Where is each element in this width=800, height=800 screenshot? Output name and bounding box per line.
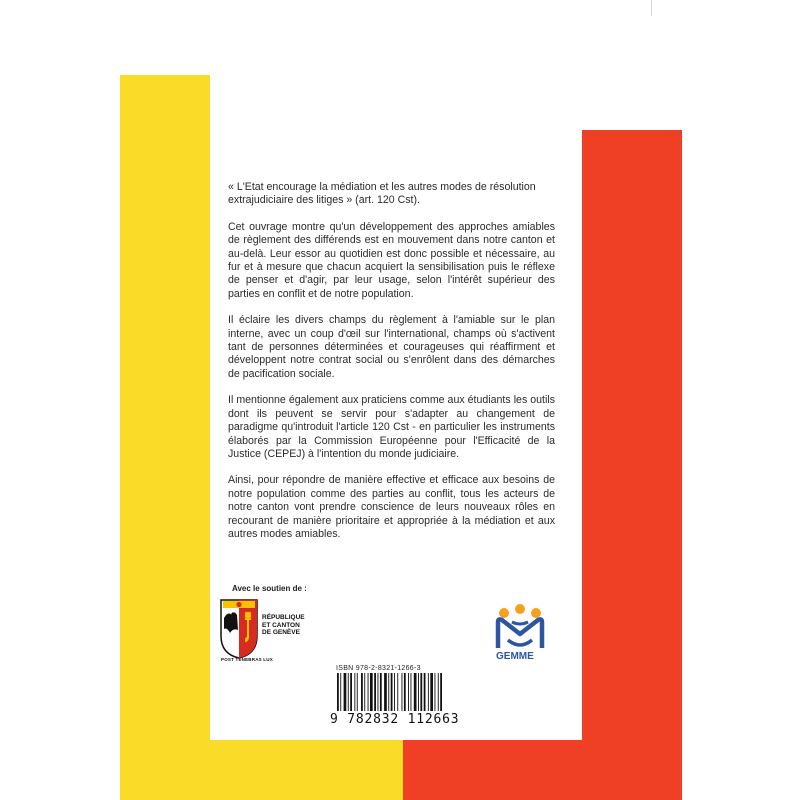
support-label: Avec le soutien de : [232, 584, 307, 593]
barcode-bar [394, 673, 395, 711]
barcode-bar [391, 673, 393, 711]
barcode-bar [337, 673, 339, 711]
barcode-bar [380, 673, 382, 711]
red-color-band [582, 130, 682, 800]
gemme-logo-icon [490, 604, 550, 654]
page-edge-line [651, 0, 652, 16]
barcode-bar [354, 673, 355, 711]
barcode-bar [428, 673, 429, 711]
barcode-bar [361, 673, 363, 711]
geneve-motto: POST TENEBRAS LUX [221, 657, 273, 662]
red-bottom-band [403, 740, 682, 800]
barcode-bar [404, 673, 406, 711]
barcode-bar [440, 673, 442, 711]
barcode-bar [430, 673, 433, 711]
quote-paragraph: « L'Etat encourage la médiation et les autres modes de résolution extrajudiciaire des litiges » (art. 120 Cst). [228, 181, 536, 207]
body-paragraph-2: Il éclaire les divers champs du règlement à l'amiable sur le plan interne, avec un coup d'œil sur l'international, champs où s'activent tant de personnes déterminées et courageuses qui réaffirment et développent notre contrat social ou s'enrôlent dans des démarches de pacification sociale. [228, 314, 555, 380]
barcode-bar [420, 673, 422, 711]
body-paragraph-1: Cet ouvrage montre qu'un développement des approches amiables de règlement des différends est en mouvement dans notre canton et au-delà. Leur essor au quotidien est donc possible et nécessaire, au fur et à mesure que chacun acquiert la sensibilisation puis le réflexe de penser et d'agir, par leur usage, selon l'intérêt supérieur des parties en conflit et de notre population. [228, 220, 555, 300]
barcode-bar [388, 673, 389, 711]
barcode-bar [438, 673, 439, 711]
barcode-bar [344, 673, 347, 711]
isbn-label: ISBN 978-2-8321-1266-3 [336, 665, 421, 672]
body-paragraph-3: Il mentionne également aux praticiens comme aux étudiants les outils dont ils peuvent se servir pour s'adapter au changement de paradigme qu'introduit l'article 120 Cst - en particulier les instruments élaborés par la Commission Européenne pour l'Efficacité de la Justice (CEPEJ) à l'intention du monde judiciaire. [228, 394, 555, 460]
barcode-bar [418, 673, 419, 711]
geneve-name [262, 614, 305, 637]
barcode-digits: 9 782832 112663 [330, 712, 460, 727]
barcode-bar [348, 673, 349, 711]
barcode-bar [378, 673, 379, 711]
yellow-bottom-band [120, 740, 403, 800]
barcode-bar [364, 673, 365, 711]
isbn-barcode [336, 673, 448, 713]
barcode-bar [424, 673, 426, 711]
barcode-bar [374, 673, 376, 711]
barcode-bar [340, 673, 341, 711]
barcode-bar [408, 673, 409, 711]
barcode-bar [384, 673, 387, 711]
barcode-bar [368, 673, 369, 711]
barcode-bar [397, 673, 398, 711]
barcode-bar [350, 673, 352, 711]
geneve-line-2: ET CANTON [262, 621, 300, 629]
barcode-bar [402, 673, 403, 711]
back-cover-text [228, 181, 555, 554]
gemme-name: GEMME [496, 651, 534, 662]
body-paragraph-4: Ainsi, pour répondre de manière effective et efficace aux besoins de notre population comme des parties au conflit, tous les acteurs de notre canton vont prendre conscience de leurs nouveaux rôles en recourant de manière prioritaire et appropriée à la médiation et aux autres modes amiables. [228, 474, 555, 540]
barcode-bar [435, 673, 436, 711]
barcode-bar [411, 673, 412, 711]
barcode-bar [370, 673, 373, 711]
barcode-bar [414, 673, 417, 711]
geneve-line-1: RÉPUBLIQUE [262, 614, 305, 621]
barcode-bar [357, 673, 358, 711]
geneve-line-3: DE GENÈVE [262, 629, 300, 637]
